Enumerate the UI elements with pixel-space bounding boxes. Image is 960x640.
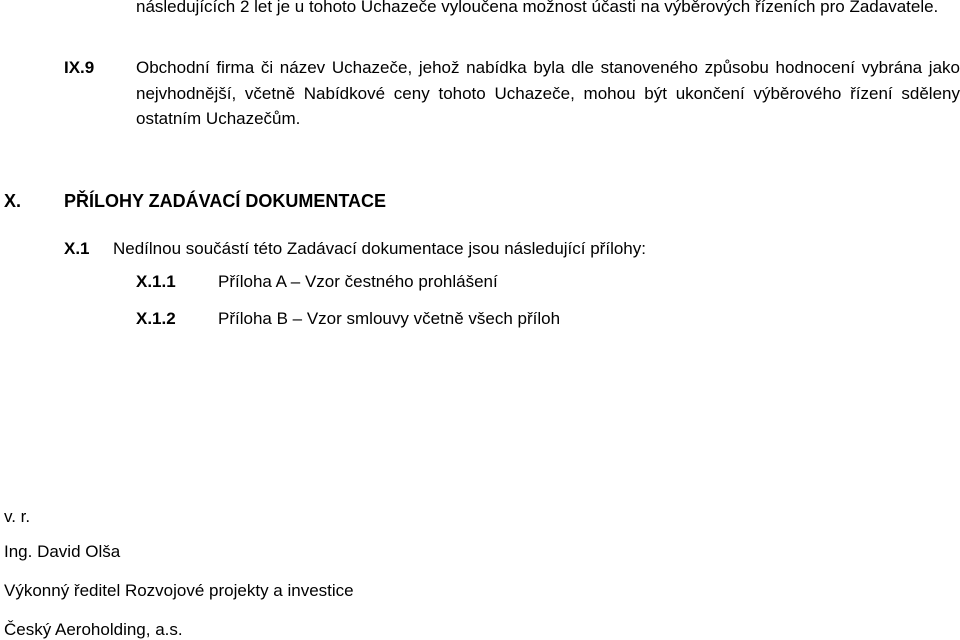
- signatory-position: Výkonný ředitel Rozvojové projekty a investice: [4, 581, 354, 600]
- annex-item-text: Příloha B – Vzor smlouvy včetně všech příloh: [218, 309, 561, 328]
- section-x-title: PŘÍLOHY ZADÁVACÍ DOKUMENTACE: [64, 191, 387, 211]
- section-x1-number: X.1: [64, 239, 90, 258]
- intro-paragraph: následujících 2 let je u tohoto Uchazeče vyloučena možnost účasti na výběrových řízeních pro Zadavatele.: [136, 0, 939, 16]
- section-number: IX.9: [64, 58, 95, 77]
- section-x-number: X.: [4, 191, 22, 211]
- section-x1-text: Nedílnou součástí této Zadávací dokumentace jsou následující přílohy:: [113, 239, 646, 258]
- signatory-name: Ing. David Olša: [4, 542, 121, 561]
- section-ix9-paragraph: Obchodní firma či název Uchazeče, jehož nabídka byla dle stanoveného způsobu hodnocení vybrána jako nejvhodnější, včetně Nabídkové ceny tohoto Uchazeče, mohou být ukončení výběrového řízení sděleny ostatním Uchazečům.: [136, 58, 960, 128]
- annex-item-number: X.1.2: [136, 309, 176, 328]
- annex-item-text: Příloha A – Vzor čestného prohlášení: [218, 272, 498, 291]
- signatory-company: Český Aeroholding, a.s.: [4, 620, 183, 639]
- signature-vr: v. r.: [4, 507, 31, 526]
- annex-item-number: X.1.1: [136, 272, 176, 291]
